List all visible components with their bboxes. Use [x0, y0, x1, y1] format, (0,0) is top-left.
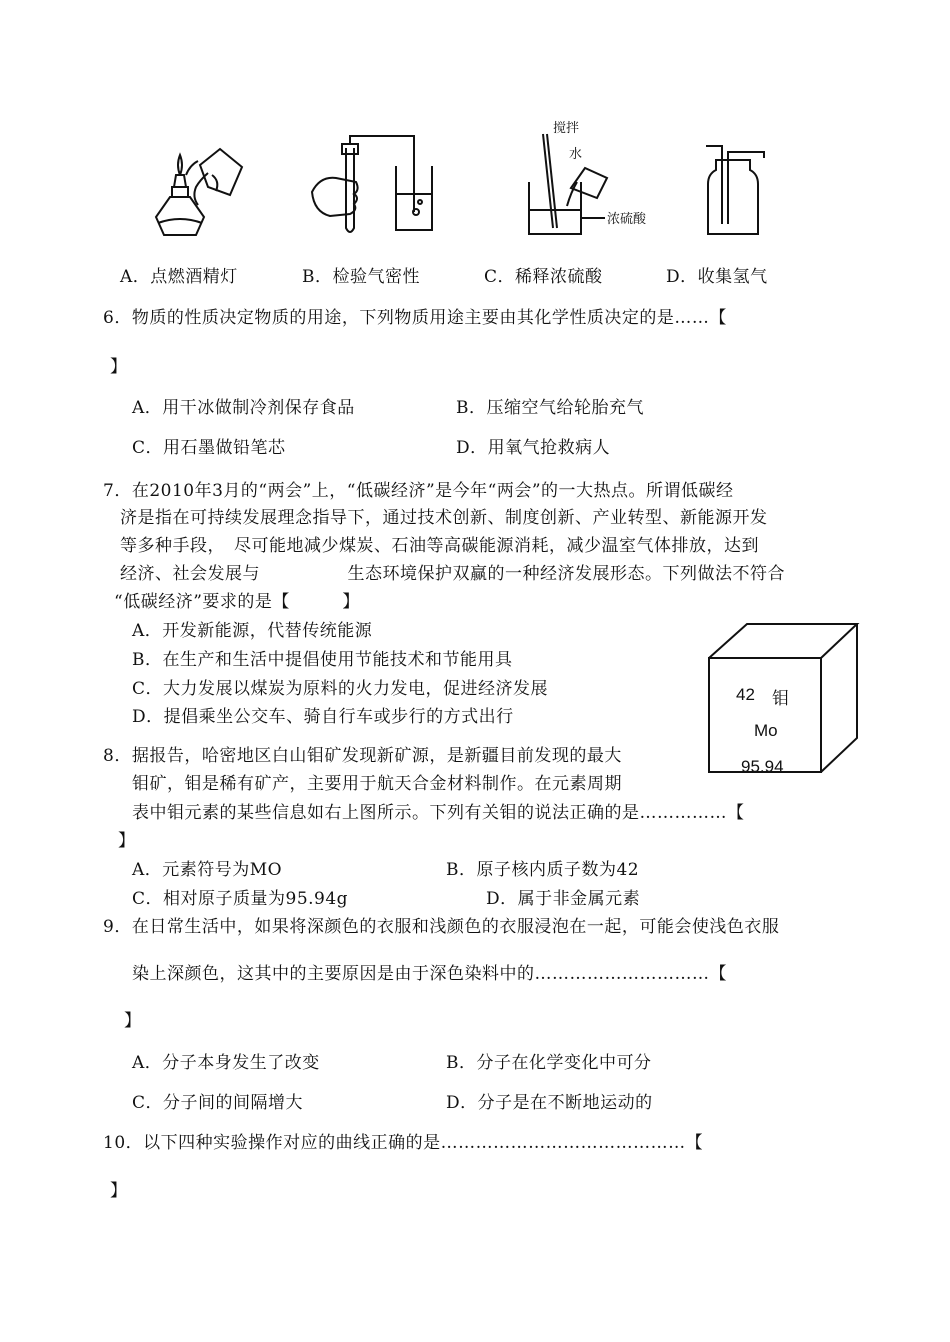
- alcohol-lamp-figure: [150, 135, 250, 240]
- q7-line-3: 等多种手段， 尽可能地减少煤炭、石油等高碳能源消耗，减少温室气体排放，达到: [120, 536, 759, 556]
- q10-bracket-close: 】: [110, 1181, 128, 1201]
- q9-option-a: A．分子本身发生了改变: [132, 1053, 320, 1073]
- q7-option-d: D．提倡乘坐公交车、骑自行车或步行的方式出行: [132, 707, 514, 727]
- element-symbol: Mo: [754, 721, 778, 740]
- q8-bracket-close: 】: [118, 831, 136, 851]
- q7-line-5: “低碳经济”要求的是【 】: [114, 592, 360, 612]
- gas-bottle-figure: [700, 140, 770, 240]
- element-name: 钼: [772, 689, 789, 709]
- stir-label: 搅拌: [553, 121, 580, 136]
- q7-line-2: 济是指在可持续发展理念指导下，通过技术创新、制度创新、产业转型、新能源开发: [120, 508, 768, 528]
- q9-option-d: D．分子是在不断地运动的: [446, 1093, 653, 1113]
- q7-option-a: A．开发新能源，代替传统能源: [132, 621, 373, 641]
- q8-line-2: 钼矿，钼是稀有矿产，主要用于航天合金材料制作。在元素周期: [132, 774, 622, 794]
- q5-option-d: D．收集氢气: [666, 267, 768, 287]
- q5-option-c: C．稀释浓硫酸: [484, 267, 603, 287]
- q10-stem: 10．以下四种实验操作对应的曲线正确的是……………………………………【: [103, 1133, 704, 1153]
- q7-option-c: C．大力发展以煤炭为原料的火力发电，促进经济发展: [132, 679, 549, 699]
- gas-tightness-figure: [310, 132, 450, 242]
- dilute-acid-figure: [515, 118, 647, 242]
- q6-stem: 6．物质的性质决定物质的用途，下列物质用途主要由其化学性质决定的是……【: [103, 308, 727, 328]
- q8-option-d: D．属于非金属元素: [486, 889, 641, 909]
- q8-line-1: 8．据报告，哈密地区白山钼矿发现新矿源，是新疆目前发现的最大: [103, 746, 622, 766]
- q8-line-3: 表中钼元素的某些信息如右上图所示。下列有关钼的说法正确的是……………【: [132, 803, 745, 823]
- q9-bracket-close: 】: [124, 1011, 142, 1031]
- q6-option-c: C．用石墨做铅笔芯: [132, 438, 286, 458]
- q5-option-a: A．点燃酒精灯: [120, 267, 238, 287]
- q5-option-b: B．检验气密性: [302, 267, 420, 287]
- q6-option-b: B．压缩空气给轮胎充气: [456, 398, 644, 418]
- element-mass: 95.94: [741, 757, 784, 776]
- q8-option-a: A．元素符号为MO: [132, 860, 283, 880]
- q6-bracket-close: 】: [110, 357, 128, 377]
- q7-option-b: B．在生产和生活中提倡使用节能技术和节能用具: [132, 650, 513, 670]
- q9-line-1: 9．在日常生活中，如果将深颜色的衣服和浅颜色的衣服浸泡在一起，可能会使浅色衣服: [103, 917, 780, 937]
- q7-line-4: 经济、社会发展与 生态环境保护双赢的一种经济发展形态。下列做法不符合: [120, 564, 785, 584]
- acid-label: 浓硫酸: [607, 212, 647, 227]
- q9-line-2: 染上深颜色，这其中的主要原因是由于深色染料中的…………………………【: [132, 964, 727, 984]
- q9-option-b: B．分子在化学变化中可分: [446, 1053, 652, 1073]
- q8-option-b: B．原子核内质子数为42: [446, 860, 640, 880]
- q9-option-c: C．分子间的间隔增大: [132, 1093, 304, 1113]
- element-number: 42: [736, 685, 755, 704]
- q8-option-c: C．相对原子质量为95.94g: [132, 889, 349, 909]
- q6-option-d: D．用氧气抢救病人: [456, 438, 611, 458]
- water-label: 水: [569, 147, 583, 162]
- q7-line-1: 7．在2010年3月的“两会”上，“低碳经济”是今年“两会”的一大热点。所谓低碳经: [103, 481, 734, 501]
- q6-option-a: A．用干冰做制冷剂保存食品: [132, 398, 355, 418]
